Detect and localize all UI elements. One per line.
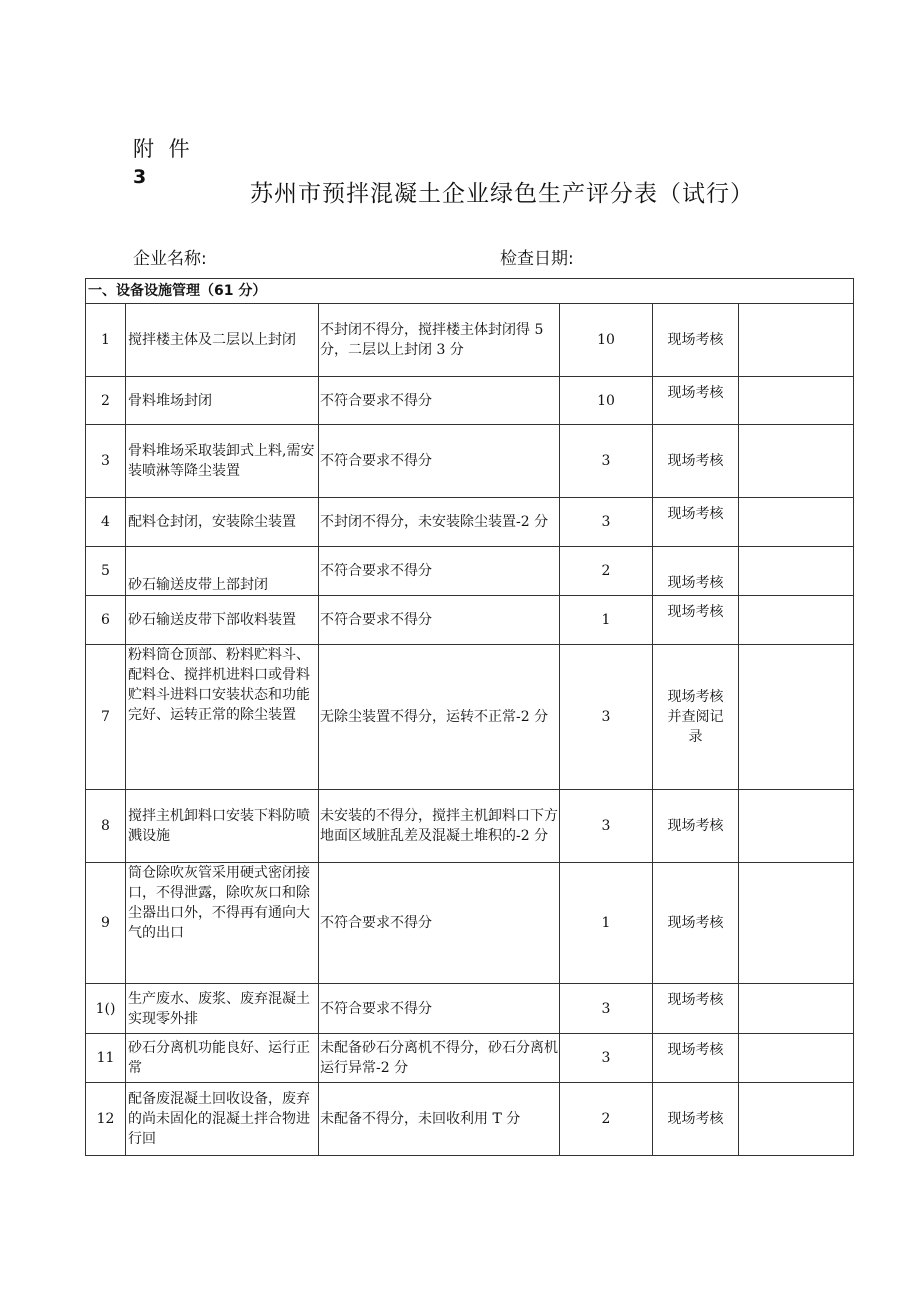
scoring-criteria: 未安装的不得分，搅拌主机卸料口下方地面区域脏乱差及混凝土堆积的-2 分: [319, 790, 560, 863]
score-value: 3: [560, 1034, 653, 1083]
scoring-criteria: 不封闭不得分，搅拌楼主体封闭得 5 分，二层以上封闭 3 分: [319, 304, 560, 377]
row-number: 9: [86, 863, 126, 984]
score-value: 3: [560, 790, 653, 863]
attachment-label: 附 件: [133, 137, 194, 161]
score-value: 10: [560, 377, 653, 425]
assessment-method: 现场考核: [653, 984, 739, 1034]
check-item: 配料仓封闭，安装除尘装置: [126, 498, 319, 547]
score-value: 2: [560, 1083, 653, 1156]
check-item: 配备废混凝土回收设备，废弃的尚未固化的混凝土拌合物进行回: [126, 1083, 319, 1156]
scoring-table: [85, 278, 854, 1156]
assessment-method: 现场考核: [653, 425, 739, 498]
score-value: 3: [560, 984, 653, 1034]
score-value: 10: [560, 304, 653, 377]
check-item: 搅拌主机卸料口安装下料防喷溅设施: [126, 790, 319, 863]
assessment-method: 现场考核: [653, 377, 739, 425]
row-number: 11: [86, 1034, 126, 1083]
check-item: 砂石输送皮带上部封闭: [126, 547, 319, 596]
assessment-method: 现场考核: [653, 596, 739, 645]
assessment-method: 现场考核并查阅记录: [653, 645, 739, 790]
check-item: 筒仓除吹灰管采用硬式密闭接口，不得泄露，除吹灰口和除尘器出口外，不得再有通向大气的出口: [126, 863, 319, 984]
row-number: 1(): [86, 984, 126, 1034]
table-row: [86, 596, 854, 645]
table-row: [86, 425, 854, 498]
row-number: 8: [86, 790, 126, 863]
assessment-method: 现场考核: [653, 498, 739, 547]
remark-cell: [739, 425, 854, 498]
row-number: 12: [86, 1083, 126, 1156]
check-item: 生产废水、废浆、废弃混凝土实现零外排: [126, 984, 319, 1034]
section-row: [86, 279, 854, 304]
row-number: 7: [86, 645, 126, 790]
row-number: 5: [86, 547, 126, 596]
scoring-criteria: 无除尘装置不得分，运转不正常-2 分: [319, 645, 560, 790]
check-item: 搅拌楼主体及二层以上封闭: [126, 304, 319, 377]
attachment-number: 3: [133, 166, 147, 188]
scoring-criteria: 不符合要求不得分: [319, 547, 560, 596]
inspection-date-label: 检查日期:: [500, 249, 574, 269]
company-name-label: 企业名称:: [133, 249, 207, 269]
scoring-criteria: 未配备不得分，未回收利用 T 分: [319, 1083, 560, 1156]
table-row: [86, 547, 854, 596]
table-row: [86, 304, 854, 377]
scoring-criteria: 不符合要求不得分: [319, 984, 560, 1034]
remark-cell: [739, 498, 854, 547]
scoring-criteria: 不符合要求不得分: [319, 377, 560, 425]
remark-cell: [739, 790, 854, 863]
score-value: 3: [560, 645, 653, 790]
score-value: 3: [560, 498, 653, 547]
check-item: 砂石输送皮带下部收料装置: [126, 596, 319, 645]
scoring-criteria: 不符合要求不得分: [319, 425, 560, 498]
score-value: 2: [560, 547, 653, 596]
check-item: 骨料堆场采取装卸式上料,需安装喷淋等降尘装置: [126, 425, 319, 498]
check-item: 砂石分离机功能良好、运行正常: [126, 1034, 319, 1083]
assessment-method: 现场考核: [653, 790, 739, 863]
assessment-method: 现场考核: [653, 863, 739, 984]
table-row: [86, 498, 854, 547]
scoring-criteria: 不符合要求不得分: [319, 596, 560, 645]
score-value: 1: [560, 863, 653, 984]
section-title: 一、设备设施管理（61 分）: [86, 279, 854, 304]
row-number: 1: [86, 304, 126, 377]
table-row: [86, 1083, 854, 1156]
score-value: 1: [560, 596, 653, 645]
remark-cell: [739, 645, 854, 790]
table-row: [86, 377, 854, 425]
table-row: [86, 645, 854, 790]
assessment-method: 现场考核: [653, 547, 739, 596]
remark-cell: [739, 596, 854, 645]
remark-cell: [739, 1034, 854, 1083]
assessment-method: 现场考核: [653, 304, 739, 377]
remark-cell: [739, 377, 854, 425]
table-row: [86, 1034, 854, 1083]
row-number: 3: [86, 425, 126, 498]
row-number: 4: [86, 498, 126, 547]
table-row: [86, 984, 854, 1034]
scoring-criteria: 未配备砂石分离机不得分，砂石分离机运行异常-2 分: [319, 1034, 560, 1083]
remark-cell: [739, 547, 854, 596]
remark-cell: [739, 304, 854, 377]
remark-cell: [739, 984, 854, 1034]
table-row: [86, 863, 854, 984]
row-number: 2: [86, 377, 126, 425]
check-item: 粉料筒仓顶部、粉料贮料斗、配料仓、搅拌机进料口或骨料贮料斗进料口安装状态和功能完好、运转正常的除尘装置: [126, 645, 319, 790]
scoring-criteria: 不封闭不得分，未安装除尘装置-2 分: [319, 498, 560, 547]
score-value: 3: [560, 425, 653, 498]
check-item: 骨料堆场封闭: [126, 377, 319, 425]
page-title: 苏州市预拌混凝土企业绿色生产评分表（试行）: [250, 181, 754, 207]
scoring-criteria: 不符合要求不得分: [319, 863, 560, 984]
remark-cell: [739, 863, 854, 984]
row-number: 6: [86, 596, 126, 645]
table-row: [86, 790, 854, 863]
remark-cell: [739, 1083, 854, 1156]
assessment-method: 现场考核: [653, 1034, 739, 1083]
assessment-method: 现场考核: [653, 1083, 739, 1156]
